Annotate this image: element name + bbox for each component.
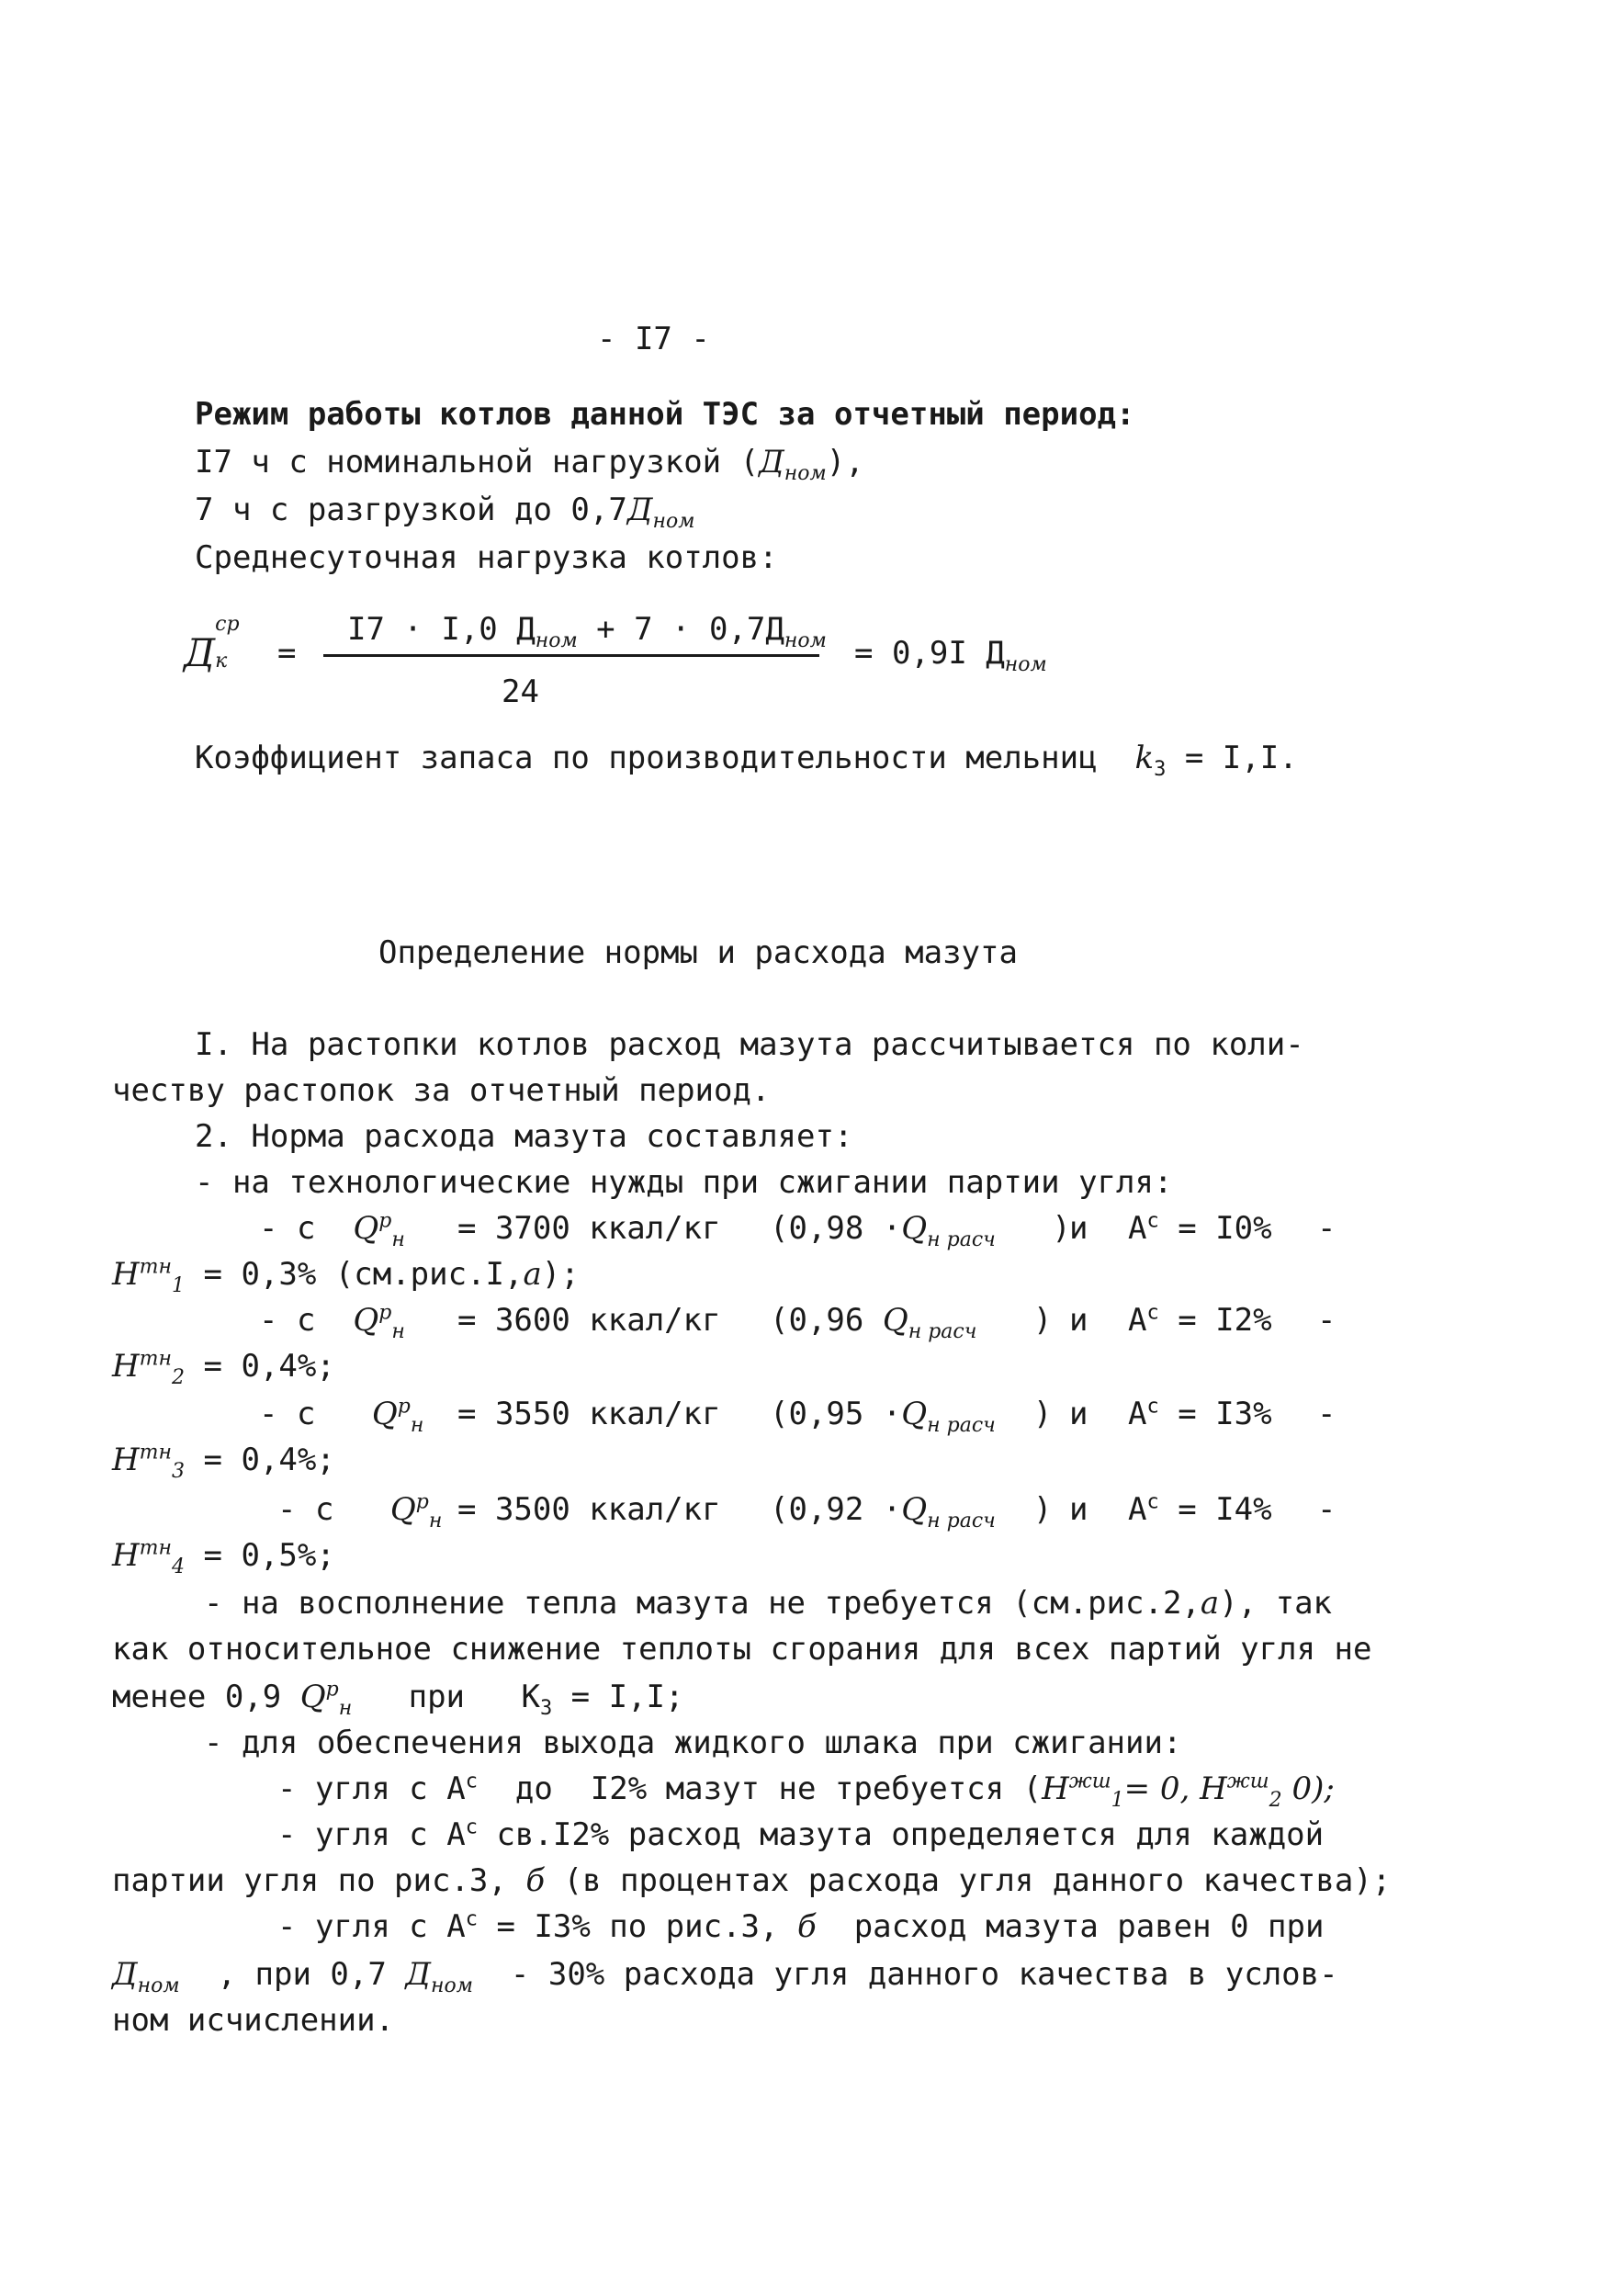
item-1-and: и <box>1069 1210 1088 1247</box>
q-symbol: Q <box>389 1491 416 1528</box>
item-1-h <box>112 1255 580 1297</box>
qr-sub: н расч <box>927 1413 996 1437</box>
slag-text-5c: расход мазута равен 0 при <box>853 1908 1325 1945</box>
a-sup: c <box>465 1815 478 1839</box>
q-sub: н <box>391 1227 405 1251</box>
h-sup: тн <box>139 1441 173 1465</box>
item-1-row <box>259 1209 405 1251</box>
mode-line-1-text: I7 ч с номинальной нагрузкой ( <box>195 444 760 481</box>
formula-eq: = <box>277 635 297 672</box>
item-3-q: = 3550 ккал/кг <box>457 1396 721 1432</box>
fig-letter: а <box>523 1256 542 1293</box>
slag-text-6b: - 30% расхода угля данного качества в услов- <box>510 1956 1338 1993</box>
refill-line-2: как относительное снижение теплоты сгорания для всех партий угля не <box>112 1631 1372 1668</box>
h-sub: 1 <box>1111 1788 1124 1812</box>
slag-text-3b: св.I2% расход мазута определяется для каждой <box>496 1816 1325 1853</box>
q-sub: н <box>428 1509 443 1533</box>
a-value: = I3% <box>1178 1396 1272 1432</box>
q-symbol: Q <box>353 1302 379 1339</box>
fig-letter: б <box>796 1908 817 1945</box>
formula-denominator: 24 <box>502 673 539 710</box>
p1-line-2: честву растопок за отчетный период. <box>112 1072 771 1109</box>
d-subscript: ном <box>137 1974 180 1997</box>
a-sup: c <box>1146 1490 1159 1514</box>
a-value: = I2% <box>1178 1302 1272 1339</box>
slag-mid: = 0, H <box>1123 1770 1227 1807</box>
refill-text-1: - на восполнение тепла мазута не требуется (см.рис.2, <box>204 1585 1201 1622</box>
formula-result <box>854 635 1047 676</box>
a-sup: c <box>465 1770 478 1793</box>
page-number: - I7 - <box>597 321 710 357</box>
k-subscript: 3 <box>1154 757 1167 781</box>
a-sup: c <box>465 1907 478 1931</box>
q-sub: н <box>391 1319 405 1343</box>
item-1-a <box>1128 1209 1272 1247</box>
q-sup: р <box>397 1395 411 1419</box>
slag-line-5 <box>277 1907 1325 1945</box>
slag-text-2b: до I2% мазут не требуется ( <box>514 1770 1043 1807</box>
h-symbol: H <box>112 1348 140 1385</box>
refill-text-1b: ), так <box>1219 1585 1333 1622</box>
item-2-dash: - <box>1317 1302 1336 1339</box>
formula-lhs: Д ср к <box>184 613 240 675</box>
d-subscript: ном <box>430 1974 473 1997</box>
slag-line-3 <box>277 1815 1325 1853</box>
item-lead: - с <box>259 1396 316 1432</box>
item-2-paren: (0,96 $Q_{н расч}$ ) <box>770 1302 1053 1343</box>
numerator-sub2: ном <box>784 628 827 652</box>
refill-text-3a: менее 0,9 <box>112 1679 282 1715</box>
item-1-q: = 3700 ккал/кг <box>457 1210 721 1247</box>
item-4-a <box>1128 1490 1272 1528</box>
numerator-part2: + 7 · 0,7Д <box>577 611 784 648</box>
numerator-part1: I7 · I,0 Д <box>347 611 536 648</box>
d-symbol: Д <box>759 444 784 481</box>
item-2-row <box>259 1301 405 1343</box>
h-symbol: H <box>112 1256 140 1293</box>
h-sup: тн <box>139 1347 173 1371</box>
q-sub: н <box>410 1413 424 1437</box>
a-symbol: A <box>1128 1302 1147 1339</box>
mode-line-3: Среднесуточная нагрузка котлов: <box>195 539 778 576</box>
paren-text: (0,96 <box>770 1302 864 1339</box>
q-symbol: Q <box>299 1679 326 1715</box>
q-sup: р <box>415 1490 429 1514</box>
item-4-row <box>277 1490 443 1533</box>
refill-text-3c: = I,I; <box>570 1679 684 1715</box>
q-symbol: Q <box>901 1210 928 1247</box>
slag-line-7: ном исчислении. <box>112 2002 395 2039</box>
h-sub: 3 <box>172 1459 186 1483</box>
item-4-and: и <box>1069 1491 1088 1528</box>
item-2-q: = 3600 ккал/кг <box>457 1302 721 1339</box>
slag-text-3a: - угля с A <box>277 1816 466 1853</box>
h-sub: 1 <box>172 1273 186 1297</box>
d-symbol: Д <box>112 1956 138 1993</box>
paren-text: (0,92 · <box>770 1491 902 1528</box>
item-lead: - с <box>259 1210 316 1247</box>
qr-sub: н расч <box>927 1509 996 1533</box>
slag-line-4 <box>112 1862 1392 1899</box>
slag-text-4b: (в процентах расхода угля данного качества); <box>563 1862 1392 1899</box>
h-symbol: H <box>112 1442 140 1478</box>
d-symbol: Д <box>405 1956 431 1993</box>
q-sup: р <box>378 1301 392 1325</box>
slag-text-4a: партии угля по рис.3, <box>112 1862 507 1899</box>
item-3-dash: - <box>1317 1396 1336 1432</box>
refill-line-1 <box>204 1585 1333 1622</box>
result-text: = 0,9I Д <box>854 635 1005 672</box>
mode-line-2 <box>195 492 695 533</box>
d-subscript: ном <box>784 461 827 485</box>
fig-letter: а <box>1200 1585 1220 1622</box>
a-value: = I4% <box>1178 1491 1272 1528</box>
item-1-dash: - <box>1317 1210 1336 1247</box>
h2-sub: 2 <box>1269 1788 1282 1812</box>
mode-title: Режим работы котлов данной ТЭС за отчетный период: <box>195 396 1135 433</box>
d-subscript: ном <box>652 509 695 533</box>
qr-sub: н расч <box>927 1227 996 1251</box>
h-sup: тн <box>139 1536 173 1560</box>
h-sub: 4 <box>172 1555 186 1578</box>
d-symbol: Д <box>626 492 653 528</box>
item-lead: - с <box>259 1302 316 1339</box>
h-sup: жш <box>1068 1770 1111 1793</box>
item-2-a <box>1128 1301 1272 1339</box>
mode-line-1-end: ), <box>826 444 864 481</box>
mode-line-1 <box>195 444 864 485</box>
section-title: Определение нормы и расхода мазута <box>378 934 1018 971</box>
h-value: = 0,4%; <box>203 1348 335 1385</box>
a-sup: c <box>1146 1209 1159 1233</box>
h2-sup: жш <box>1226 1770 1269 1793</box>
q-symbol: Q <box>371 1396 398 1432</box>
fig-letter: б <box>525 1862 546 1899</box>
q-symbol: Q <box>353 1210 379 1247</box>
h-symbol: H <box>112 1537 140 1574</box>
k-subscript: 3 <box>539 1696 553 1720</box>
slag-text-6a: , при 0,7 <box>217 1956 387 1993</box>
fraction-bar <box>323 654 819 657</box>
h-value: = 0,5%; <box>203 1537 335 1574</box>
item-3-a <box>1128 1395 1272 1432</box>
q-symbol: Q <box>901 1396 928 1432</box>
a-sup: c <box>1146 1395 1159 1419</box>
numerator-sub1: ном <box>535 628 578 652</box>
slag-line-6 <box>112 1956 1338 1997</box>
q-sup: р <box>325 1678 339 1702</box>
slag-line-2 <box>277 1770 1335 1812</box>
item-4-dash: - <box>1317 1491 1336 1528</box>
k-symbol: k <box>1134 740 1155 776</box>
item-4-q: = 3500 ккал/кг <box>457 1491 721 1528</box>
item-3-row <box>259 1395 424 1437</box>
item-3-h <box>112 1441 335 1483</box>
q-symbol: Q <box>901 1491 928 1528</box>
coef-value: = I,I. <box>1184 740 1298 776</box>
coef-text: Коэффициент запаса по производительности мельниц <box>195 740 1098 776</box>
a-symbol: A <box>1128 1210 1147 1247</box>
h-symbol: H <box>1042 1770 1069 1807</box>
h-sup: тн <box>139 1255 173 1279</box>
slag-line-1: - для обеспечения выхода жидкого шлака при сжигании: <box>204 1725 1182 1761</box>
item-3-and: и <box>1069 1396 1088 1432</box>
result-subscript: ном <box>1004 652 1047 676</box>
h-sub: 2 <box>172 1365 186 1389</box>
q-sup: р <box>378 1209 392 1233</box>
slag-text-2a: - угля с A <box>277 1770 466 1807</box>
item-2-h <box>112 1347 335 1389</box>
q-sub: н <box>338 1696 353 1720</box>
paren-text: (0,98 · <box>770 1210 902 1247</box>
mode-line-2-text: 7 ч с разгрузкой до 0,7 <box>195 492 627 528</box>
d-symbol: Д <box>184 630 216 675</box>
item-4-paren: ($0,92 \cdot Q_{н расч}$ ) <box>770 1491 1053 1533</box>
q-symbol: Q <box>882 1302 908 1339</box>
paren-text: (0,95 · <box>770 1396 902 1432</box>
a-symbol: A <box>1128 1491 1147 1528</box>
h-value: = 0,3% (см.рис.I, <box>203 1256 524 1293</box>
coef-line <box>195 740 1298 781</box>
a-symbol: A <box>1128 1396 1147 1432</box>
p2-line-1: 2. Норма расхода мазута составляет: <box>195 1118 853 1155</box>
refill-line-3 <box>112 1678 684 1720</box>
p1-line-1: I. На растопки котлов расход мазута рассчитывается по коли- <box>195 1026 1304 1063</box>
qr-sub: н расч <box>908 1319 977 1343</box>
a-sup: c <box>1146 1301 1159 1325</box>
k-symbol: K <box>521 1679 540 1715</box>
item-lead: - с <box>277 1491 334 1528</box>
item-2-and: и <box>1069 1302 1088 1339</box>
item-3-paren: ($0,95 \cdot Q_{н расч}$ ) <box>770 1396 1053 1437</box>
h-value: = 0,4%; <box>203 1442 335 1478</box>
item-1-paren: ($0,98 \cdot Q_{н расч}$ ) <box>770 1210 1071 1251</box>
slag-text-5a: - угля с A <box>277 1908 466 1945</box>
h-end: ); <box>541 1256 580 1293</box>
slag-text-5b: = I3% по рис.3, <box>496 1908 779 1945</box>
item-4-h <box>112 1536 335 1578</box>
formula-numerator <box>347 611 827 652</box>
a-value: = I0% <box>1178 1210 1272 1247</box>
slag-end: 0); <box>1281 1770 1335 1807</box>
p2-line-2: - на технологические нужды при сжигании партии угля: <box>195 1164 1173 1201</box>
refill-text-3b: при <box>408 1679 466 1715</box>
